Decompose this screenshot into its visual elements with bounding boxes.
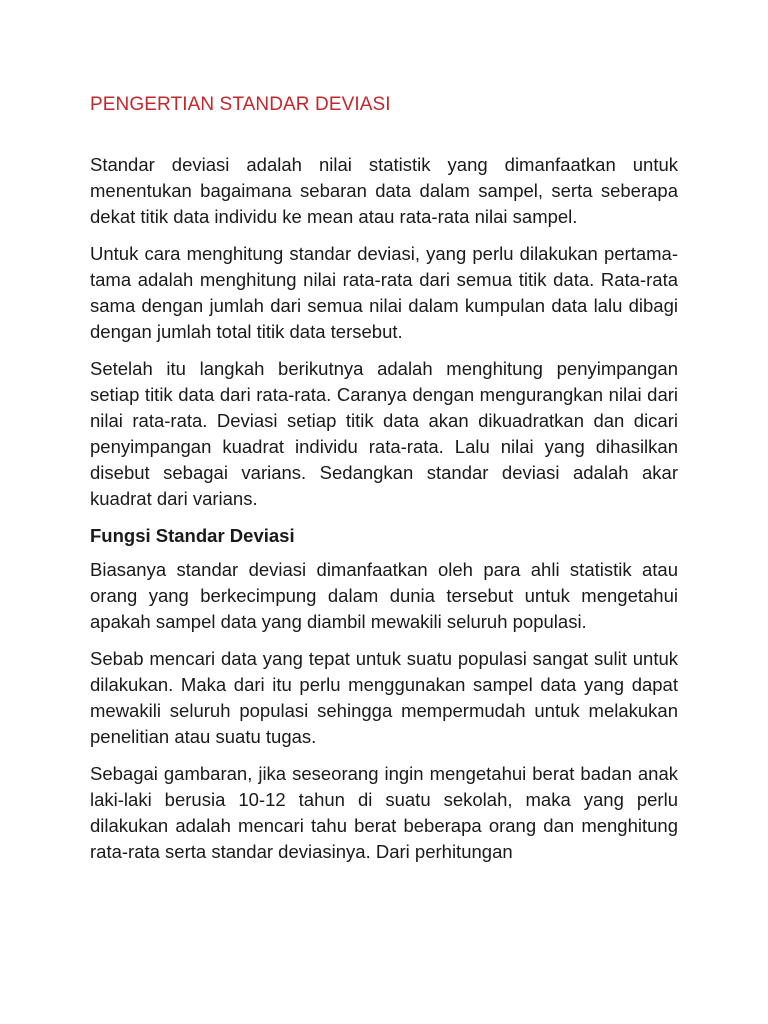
section-paragraph-1: Biasanya standar deviasi dimanfaatkan oleh para ahli statistik atau orang yang berkecimpung dalam dunia tersebut untuk mengetahui apakah sampel data yang diambil mewakili seluruh populasi. — [90, 559, 678, 632]
intro-paragraph-1: Standar deviasi adalah nilai statistik yang dimanfaatkan untuk menentukan bagaimana sebaran data dalam sampel, serta seberapa dekat titik data individu ke mean atau rata-rata nilai sampel. — [90, 154, 678, 227]
section-paragraph-3: Sebagai gambaran, jika seseorang ingin mengetahui berat badan anak laki-laki berusia 10-12 tahun di suatu sekolah, maka yang perlu dilakukan adalah mencari tahu berat beberapa orang dan menghitung rata-rata serta standar deviasinya. Dari perhitungan — [90, 763, 678, 862]
section-paragraph-2: Sebab mencari data yang tepat untuk suatu populasi sangat sulit untuk dilakukan. Maka dari itu perlu menggunakan sampel data yang dapat mewakili seluruh populasi sehingga mempermudah untuk melakukan penelitian atau suatu tugas. — [90, 648, 678, 747]
intro-paragraph-3: Setelah itu langkah berikutnya adalah menghitung penyimpangan setiap titik data dari rata-rata. Caranya dengan mengurangkan nilai dari nilai rata-rata. Deviasi setiap titik data akan dikuadratkan dan dicari penyimpangan kuadrat individu rata-rata. Lalu nilai yang dihasilkan disebut sebagai varians. Sedangkan standar deviasi adalah akar kuadrat dari varians. — [90, 358, 678, 509]
intro-paragraph-2: Untuk cara menghitung standar deviasi, yang perlu dilakukan pertama-tama adalah menghitung nilai rata-rata dari semua titik data. Rata-rata sama dengan jumlah dari semua nilai dalam kumpulan data lalu dibagi dengan jumlah total titik data tersebut. — [90, 243, 678, 342]
section-heading: Fungsi Standar Deviasi — [90, 525, 295, 546]
document-page — [90, 92, 678, 876]
page-title: PENGERTIAN STANDAR DEVIASI — [90, 94, 391, 115]
